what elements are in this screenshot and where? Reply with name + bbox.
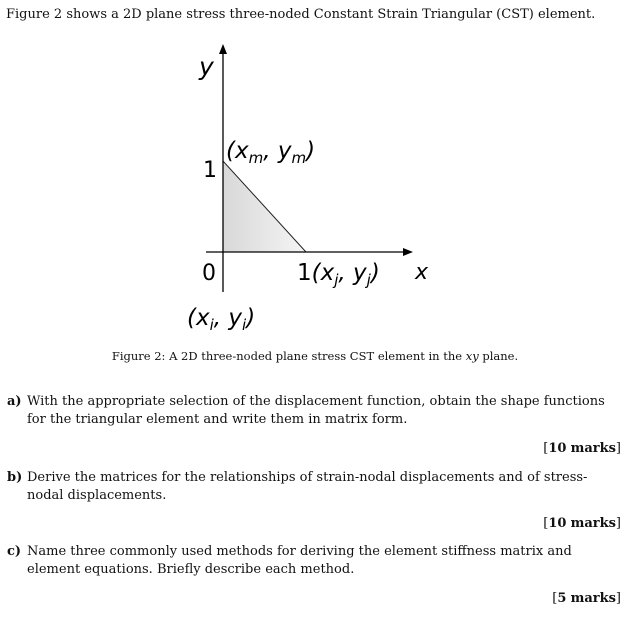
question-a: [7, 393, 617, 429]
question-b: [7, 469, 617, 505]
question-text: Derive the matrices for the relationships of strain-nodal displacements and of stress-nodal displacements.: [27, 470, 588, 503]
triangle-element: [223, 161, 306, 252]
node-m-label: ($x_m$, $y_m$): [226, 138, 316, 167]
question-text: With the appropriate selection of the displacement function, obtain the shape functions for the triangular element and write them in matrix form.: [27, 394, 605, 427]
y-axis-label: y: [199, 52, 214, 81]
node-j-label: $1(x_j$, $y_j$): [297, 260, 380, 289]
question-label: b): [7, 470, 23, 485]
marks-c: [5 marks]: [552, 591, 621, 606]
node-i-label: ($x_i$, $y_i$): [187, 305, 256, 334]
x-axis-arrow: [403, 248, 413, 256]
marks-a: [10 marks]: [543, 441, 621, 456]
x-axis-label: x: [415, 260, 429, 285]
question-label: c): [7, 544, 22, 559]
tick-origin: 0: [202, 261, 216, 286]
y-axis-arrow: [219, 44, 227, 54]
marks-b: [10 marks]: [543, 516, 621, 531]
tick-y-one: 1: [203, 158, 217, 183]
intro-text: Figure 2 shows a 2D plane stress three-noded Constant Strain Triangular (CST) element.: [6, 7, 596, 22]
figure-caption: Figure 2: A 2D three-noded plane stress CST element in the xy plane.: [111, 349, 519, 363]
question-label: a): [7, 394, 22, 409]
question-c: [7, 543, 617, 579]
question-text: Name three commonly used methods for deriving the element stiffness matrix and element equations. Briefly describe each method.: [27, 544, 572, 577]
